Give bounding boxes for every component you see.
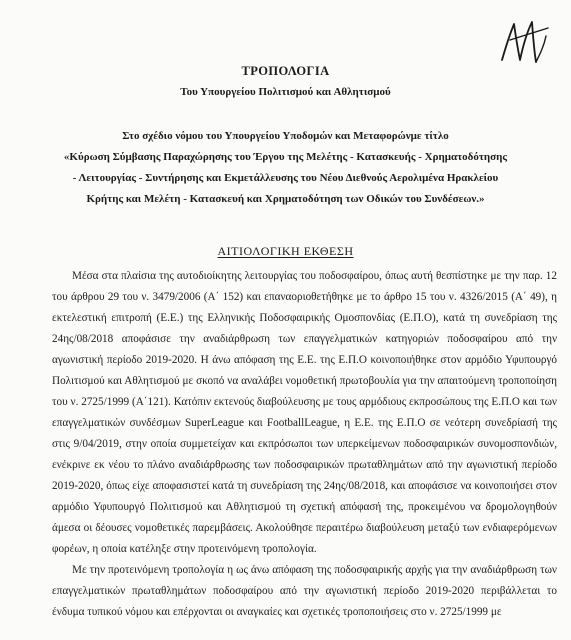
bill-context-line: - Λειτουργίας - Συντήρησης και Εκμετάλλευσης του Νέου Διεθνούς Αερολιμένα Ηρακλείου — [72, 172, 499, 184]
bill-context-line: «Κύρωση Σύμβασης Παραχώρησης του Έργου της Μελέτης - Κατασκευής - Χρηματοδότησης — [63, 151, 508, 163]
body-paragraph: Μέσα στα πλαίσια της αυτοδιοίκητης λειτουργίας του ποδοσφαίρου, όπως αυτή θεσπίστηκε με την παρ. 12 του άρθρου 29 του ν. 3479/2006 (Α΄ 152) και επαναοριοθετήθηκε με το άρθρο 15 του ν. 4326/2015 (Α΄ 49), η εκτελεστική επιτροπή (Ε.Ε.) της Ελληνικής Ποδοσφαιρικής Ομοσπονδίας (Ε.Π.Ο), κατά τη συνεδρίαση της 24ης/08/2018 αποφάσισε την αναδιάρθρωση των επαγγελματικών κατηγοριών ποδοσφαίρου από την αγωνιστική περίοδο 2019-2020. Η άνω απόφαση της Ε.Ε. της Ε.Π.Ο κοινοποιήθηκε στον αρμόδιο Υφυπουργό Πολιτισμού και Αθλητισμού με σκοπό να αναλάβει νομοθετική πρωτοβουλία για την απαιτούμενη τροποποίηση του ν. 2725/1999 (Α΄121). Κατόπιν εκτενούς διαβούλευσης με τους αρμόδιους εκπροσώπους της Ε.Π.Ο και των επαγγελματικών συνδέσμων SuperLeague και FootballLeague, η Ε.Ε. της Ε.Π.Ο σε νεότερη συνεδρίασή της στις 9/04/2019, στην οποία συμμετείχαν και εκπρόσωποι των υπερκείμενων ποδοσφαιρικών συνομοσπονδιών, ενέκρινε εκ νέου το πλάνο αναδιάρθρωσης των ποδοσφαιρικών πρωταθλημάτων από την αγωνιστική περίοδο 2019-2020, όπως είχε αποφασιστεί κατά τη συνεδρίαση της 24ης/08/2018, και αποφάσισε να κοινοποιήσει στον αρμόδιο Υφυπουργό Πολιτισμού και Αθλητισμού τη σχετική απόφασή της, προκειμένου να δρομολογηθούν άμεσα οι δέουσες νομοθετικές παρεμβάσεις. Ακολούθησε περαιτέρω διαβούλευση μεταξύ των ενδιαφερόμενων φορέων, η οποία κατέληξε στην προτεινόμενη τροπολογία. — [52, 270, 557, 555]
document-subtitle: Του Υπουργείου Πολιτισμού και Αθλητισμού — [180, 86, 391, 98]
handwritten-signature — [496, 16, 552, 70]
bill-context-line: Στο σχέδιο νόμου του Υπουργείου Υποδομών και Μεταφορώνμε τίτλο — [122, 130, 449, 142]
bill-context-line: Κρήτης και Μελέτη - Κατασκευή και Χρηματοδότηση των Οδικών του Συνδέσεων.» — [86, 193, 485, 205]
section-heading-text: ΑΙΤΙΟΛΟΓΙΚΗ ΕΚΘΕΣΗ — [217, 244, 354, 258]
document-body — [52, 266, 557, 623]
body-paragraph: Με την προτεινόμενη τροπολογία η ως άνω απόφαση της ποδοσφαιρικής αρχής για την αναδιάρθρωση των επαγγελματικών πρωταθλημάτων ποδοσφαίρου από την αγωνιστική περίοδο 2019-2020 περιβάλλεται το ένδυμα τυπικού νόμου και επέρχονται οι αναγκαίες και σχετικές τροποποιήσεις στο ν. 2725/1999 με — [52, 564, 557, 618]
document-title: ΤΡΟΠΟΛΟΓΙΑ — [241, 64, 330, 78]
section-heading — [0, 244, 571, 259]
